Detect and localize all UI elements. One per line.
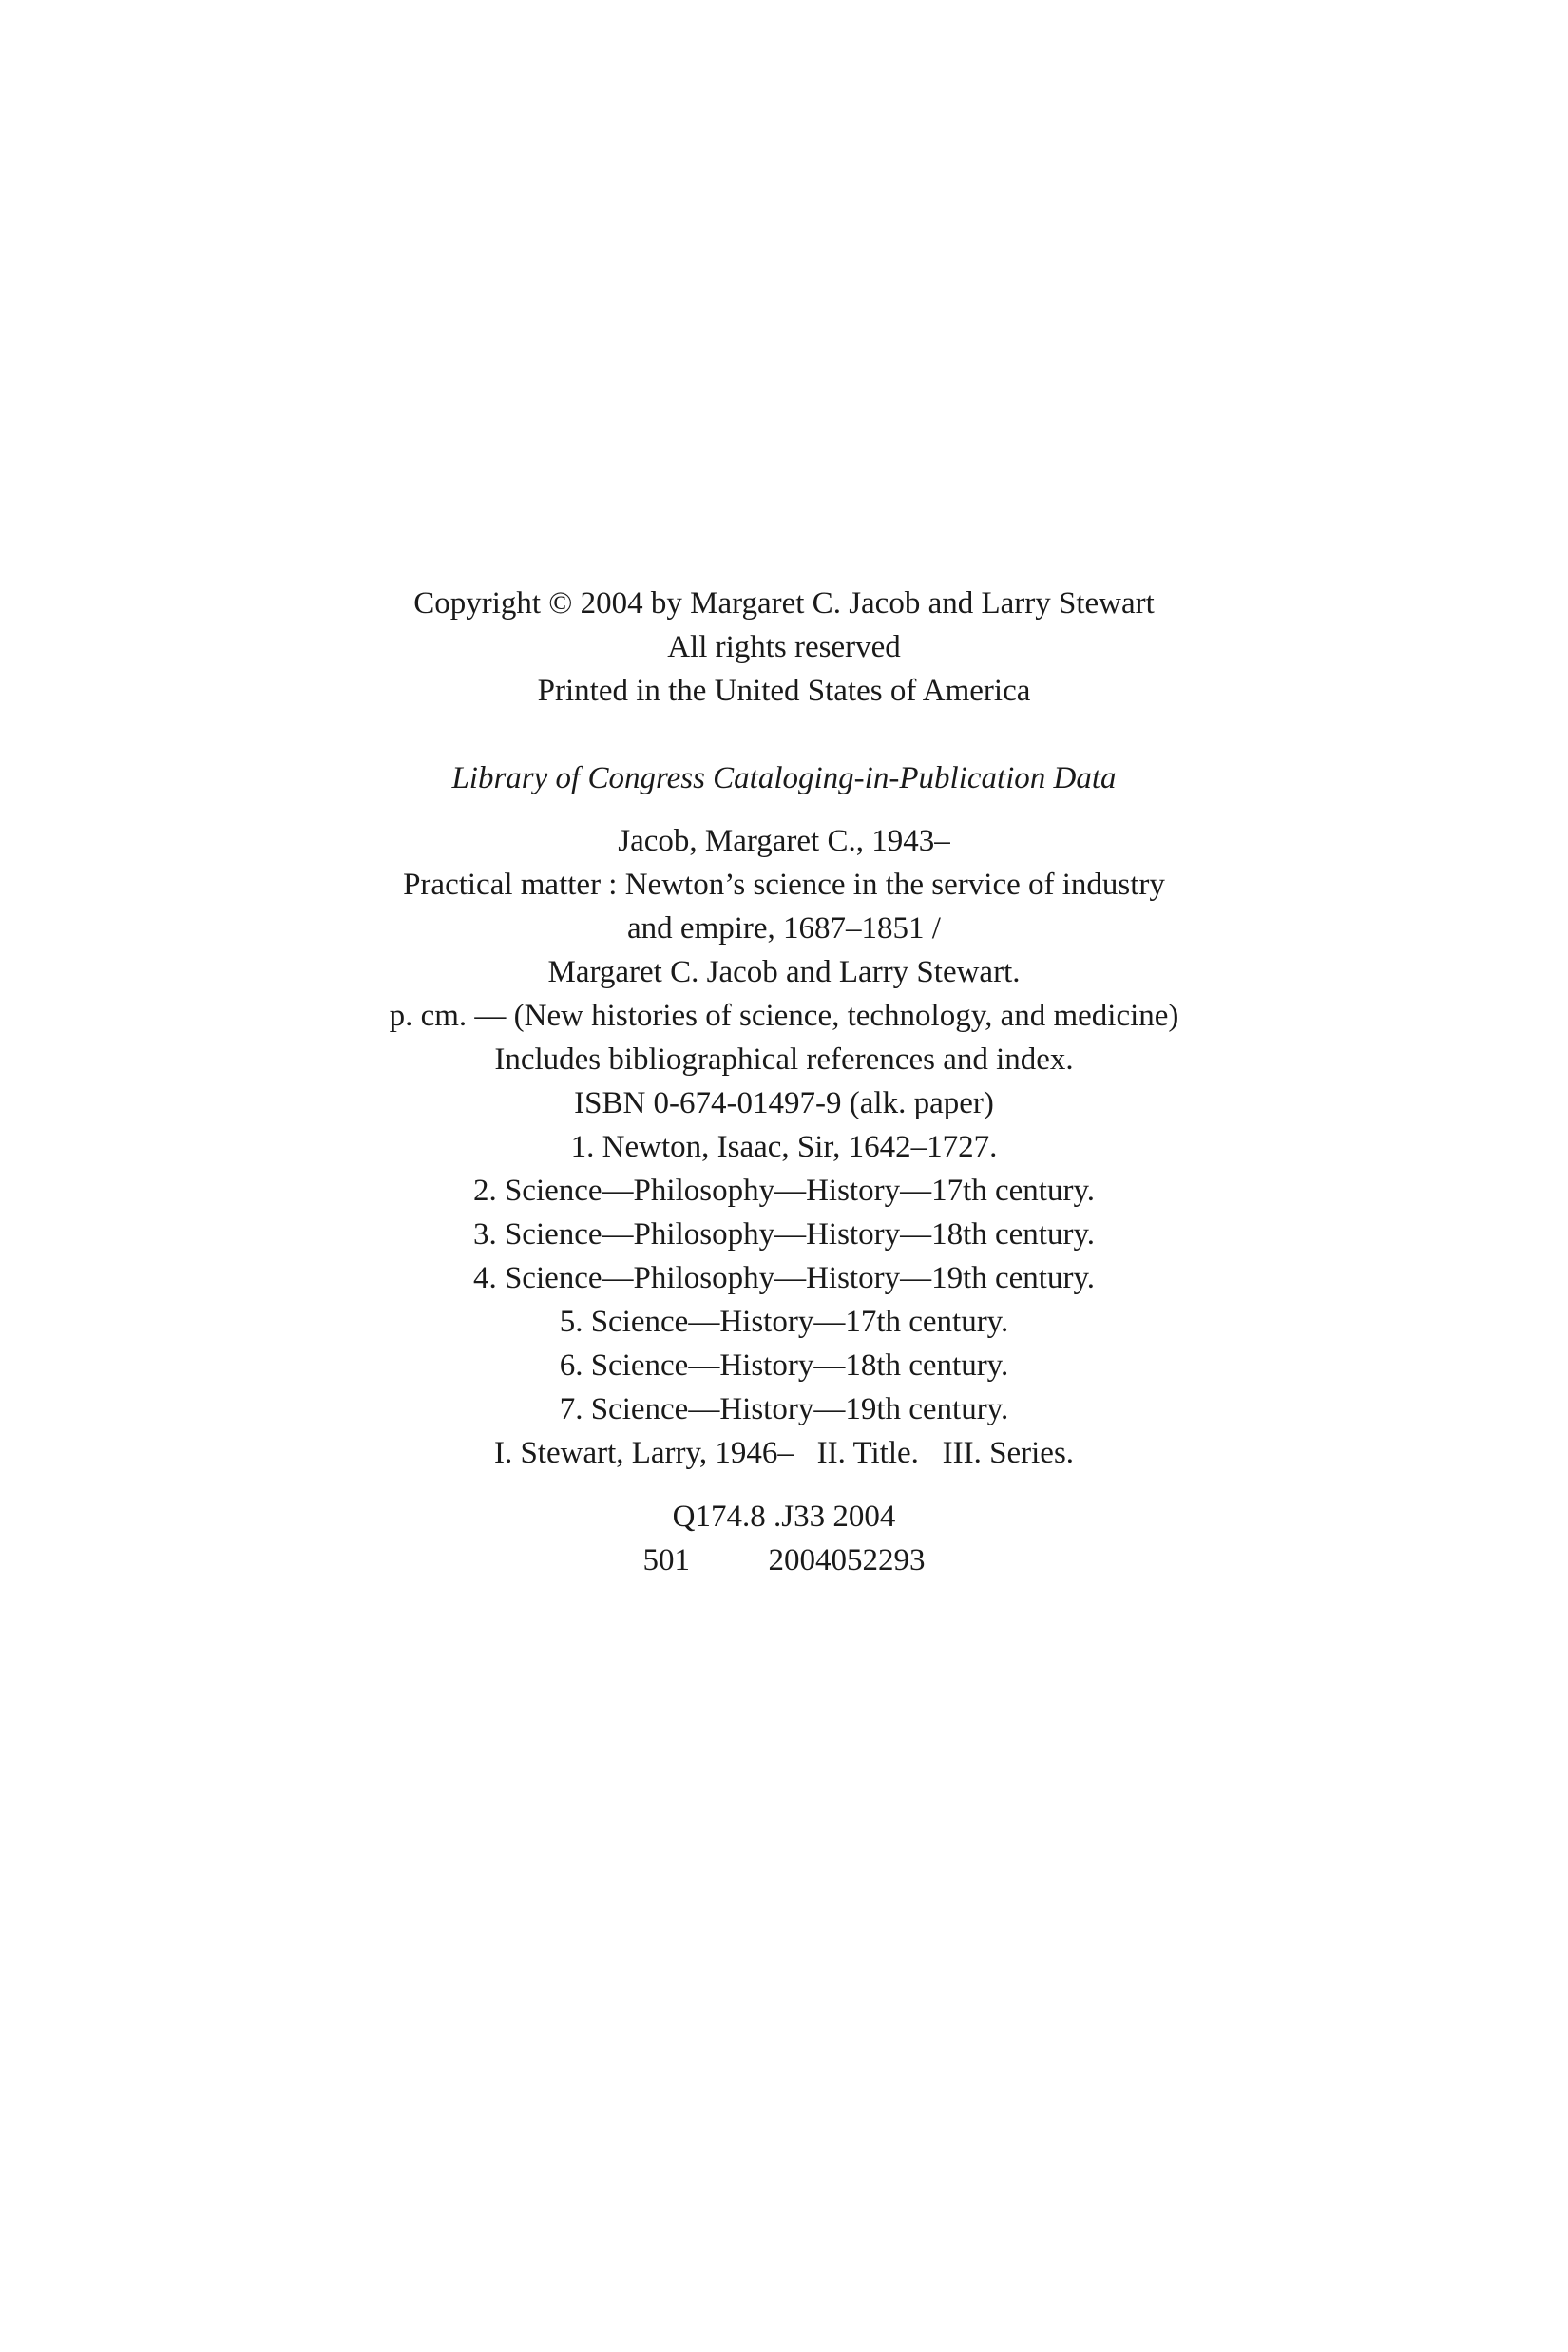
cip-heading-block xyxy=(0,756,1568,800)
cip-record xyxy=(0,819,1568,1475)
cip-line: p. cm. — (New histories of science, technology, and medicine) xyxy=(389,999,1179,1033)
cip-line: Includes bibliographical references and index. xyxy=(494,1042,1074,1077)
classification-block xyxy=(0,1495,1568,1582)
cip-line: 6. Science—History—18th century. xyxy=(559,1348,1009,1383)
dewey-lccn-row xyxy=(0,1539,1568,1582)
cip-heading: Library of Congress Cataloging-in-Publication Data xyxy=(451,761,1117,795)
copyright-block xyxy=(0,582,1568,713)
lc-call-number: Q174.8 .J33 2004 xyxy=(672,1500,896,1534)
cip-line: Jacob, Margaret C., 1943– xyxy=(618,824,950,858)
cip-line: Margaret C. Jacob and Larry Stewart. xyxy=(547,955,1021,989)
dewey-number: 501 xyxy=(642,1543,690,1578)
cip-line: 7. Science—History—19th century. xyxy=(559,1392,1009,1426)
copyright-notice: Copyright © 2004 by Margaret C. Jacob and Larry Stewart xyxy=(413,586,1155,621)
cip-line: Practical matter : Newton’s science in the service of industry xyxy=(403,868,1165,902)
printed-in: Printed in the United States of America xyxy=(537,674,1031,708)
cip-line: 3. Science—Philosophy—History—18th century. xyxy=(472,1217,1096,1252)
cip-line: 1. Newton, Isaac, Sir, 1642–1727. xyxy=(570,1130,998,1164)
cip-line: 4. Science—Philosophy—History—19th century. xyxy=(472,1261,1096,1295)
cip-line: 5. Science—History—17th century. xyxy=(559,1305,1009,1339)
cip-line: 2. Science—Philosophy—History—17th century. xyxy=(472,1174,1096,1208)
cip-line: I. Stewart, Larry, 1946– II. Title. III. Series. xyxy=(493,1436,1075,1470)
cip-line: ISBN 0-674-01497-9 (alk. paper) xyxy=(574,1086,994,1120)
rights-statement: All rights reserved xyxy=(667,630,901,664)
cip-line: and empire, 1687–1851 / xyxy=(627,911,941,946)
lccn-number: 2004052293 xyxy=(768,1543,926,1578)
